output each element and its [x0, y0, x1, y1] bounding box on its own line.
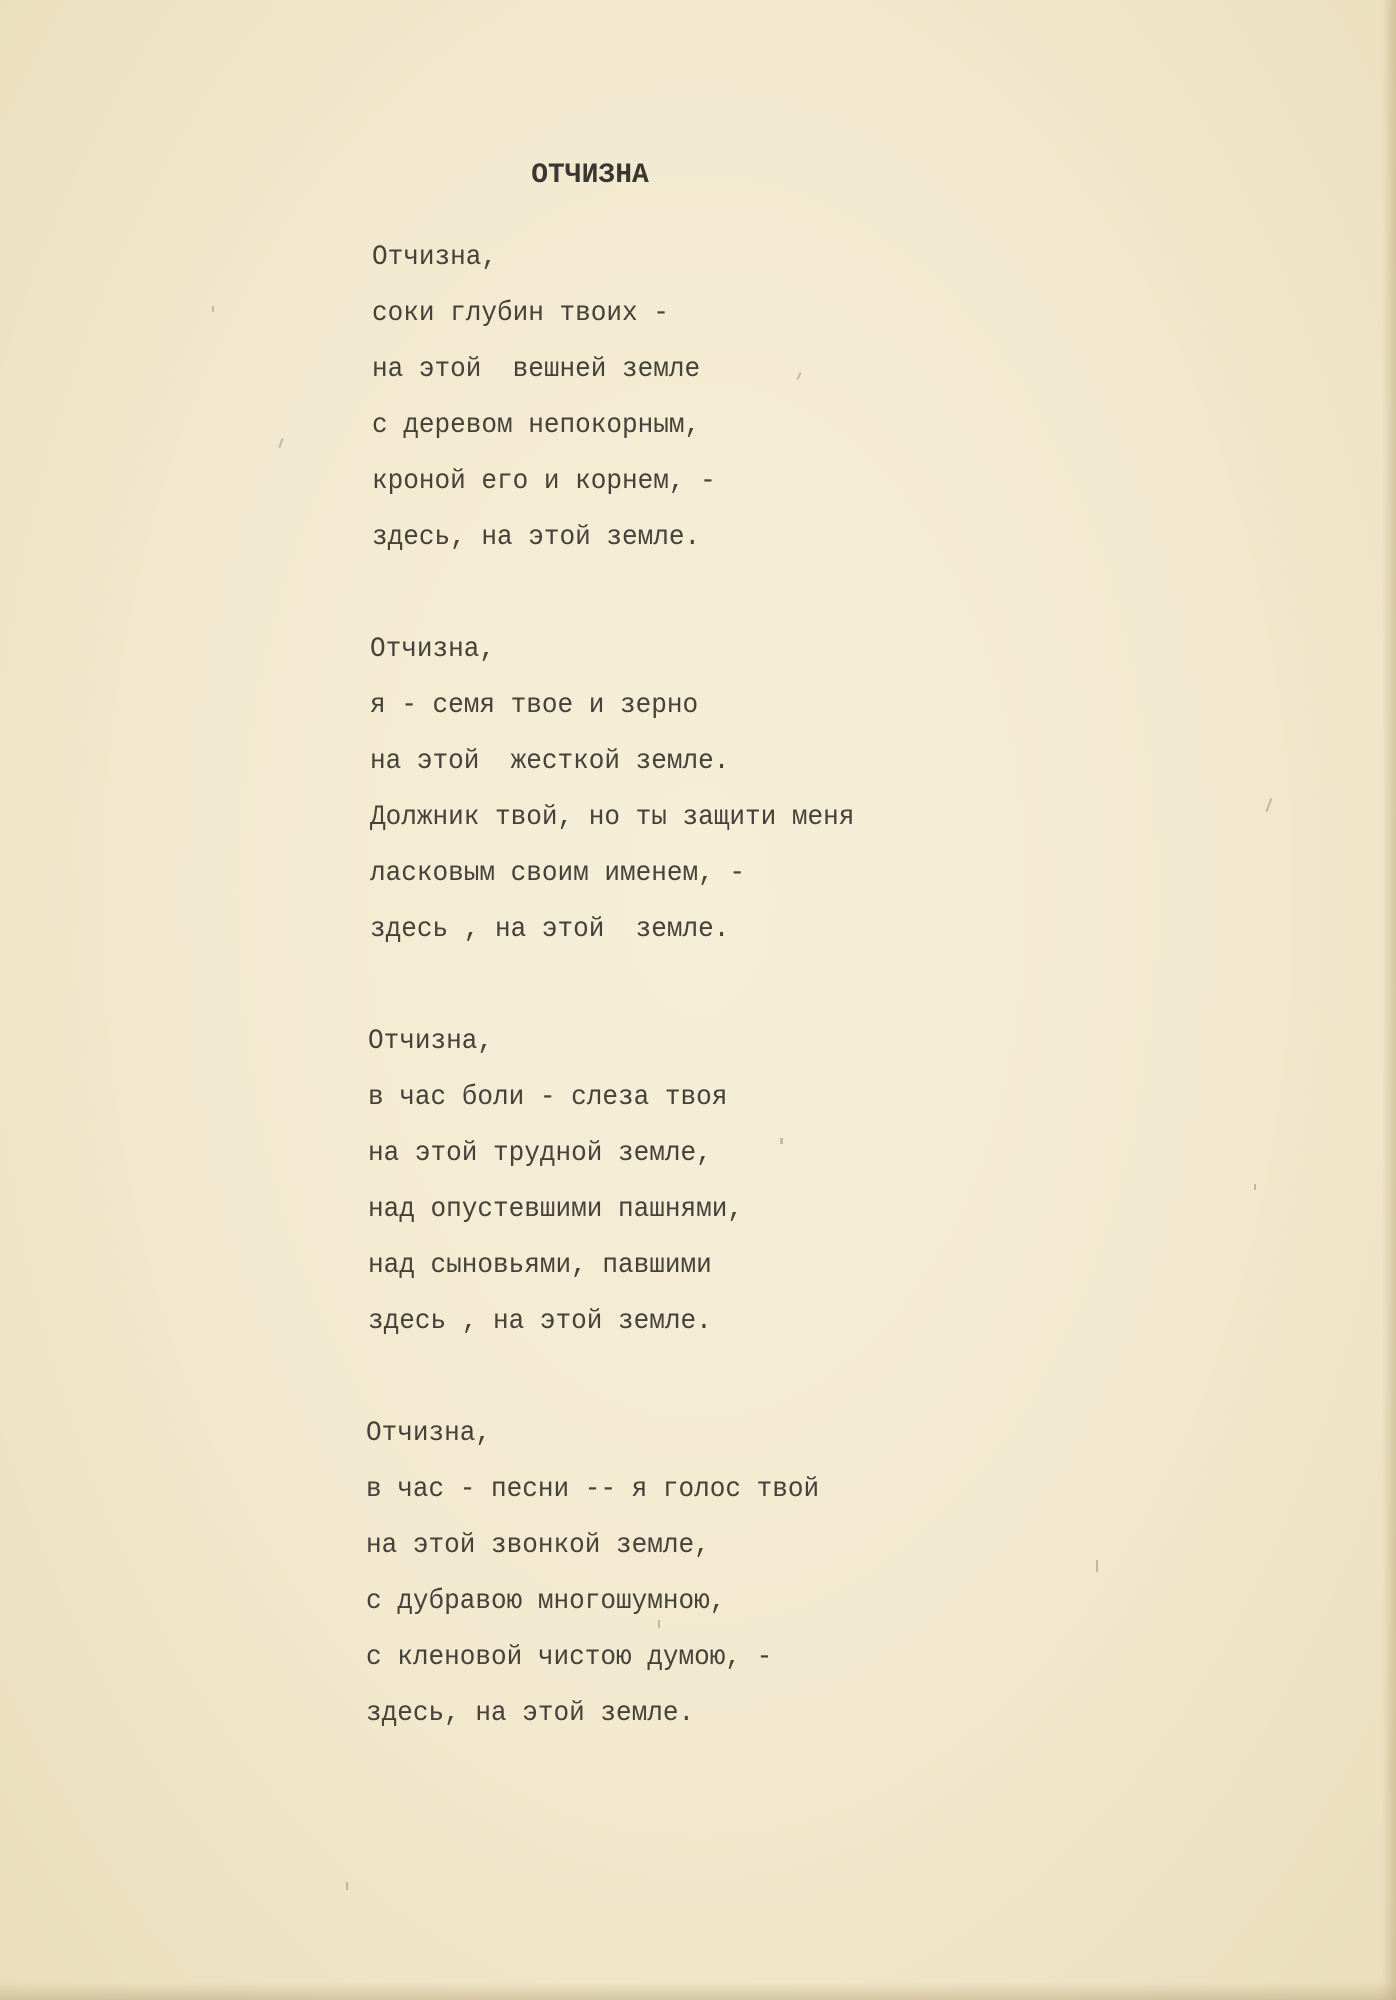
stanza-4 — [366, 1406, 1272, 1742]
paper-edge-right — [1382, 0, 1396, 2000]
paper-speck — [212, 306, 214, 312]
poem-line: здесь, на этой земле. — [372, 522, 701, 553]
poem-line: с деревом непокорным, — [372, 410, 701, 441]
poem-line: ласковым своим именем, - — [370, 858, 746, 889]
poem-line: на этой трудной земле, — [368, 1138, 712, 1169]
poem-line: с дубравою многошумною, — [366, 1586, 726, 1617]
poem-line: в час боли - слеза твоя — [368, 1082, 728, 1113]
paper-speck — [278, 438, 283, 448]
paper-speck — [346, 1882, 348, 1890]
poem-line: Отчизна, — [372, 242, 498, 273]
poem-line: на этой жесткой земле. — [370, 746, 730, 777]
poem-line: над опустевшими пашнями, — [368, 1194, 744, 1225]
poem-line: Отчизна, — [370, 634, 496, 665]
poem-line: на этой вешней земле — [372, 354, 701, 385]
poem-line: здесь , на этой земле. — [368, 1306, 712, 1337]
stanza-2 — [370, 622, 1272, 958]
stanza-1 — [372, 230, 1272, 566]
stanza-3 — [368, 1014, 1272, 1350]
poem-line: кроной его и корнем, - — [372, 466, 716, 497]
poem-line: в час - песни -- я голос твой — [366, 1474, 820, 1505]
poem-line: здесь, на этой земле. — [366, 1698, 695, 1729]
poem-line: с кленовой чистою думою, - — [366, 1642, 773, 1673]
poem-line: Должник твой, но ты защити меня — [370, 802, 855, 833]
poem-title: ОТЧИЗНА — [531, 160, 649, 191]
poem-line: здесь , на этой земле. — [370, 914, 730, 945]
paper-edge-bottom — [0, 1982, 1396, 2000]
poem-line: Отчизна, — [368, 1026, 494, 1057]
poem-body — [366, 230, 1272, 1798]
poem-line: соки глубин твоих - — [372, 298, 669, 329]
poem-line: Отчизна, — [366, 1418, 492, 1449]
poem-line: я - семя твое и зерно — [370, 690, 699, 721]
poem-line: на этой звонкой земле, — [366, 1530, 710, 1561]
poem-line: над сыновьями, павшими — [368, 1250, 712, 1281]
